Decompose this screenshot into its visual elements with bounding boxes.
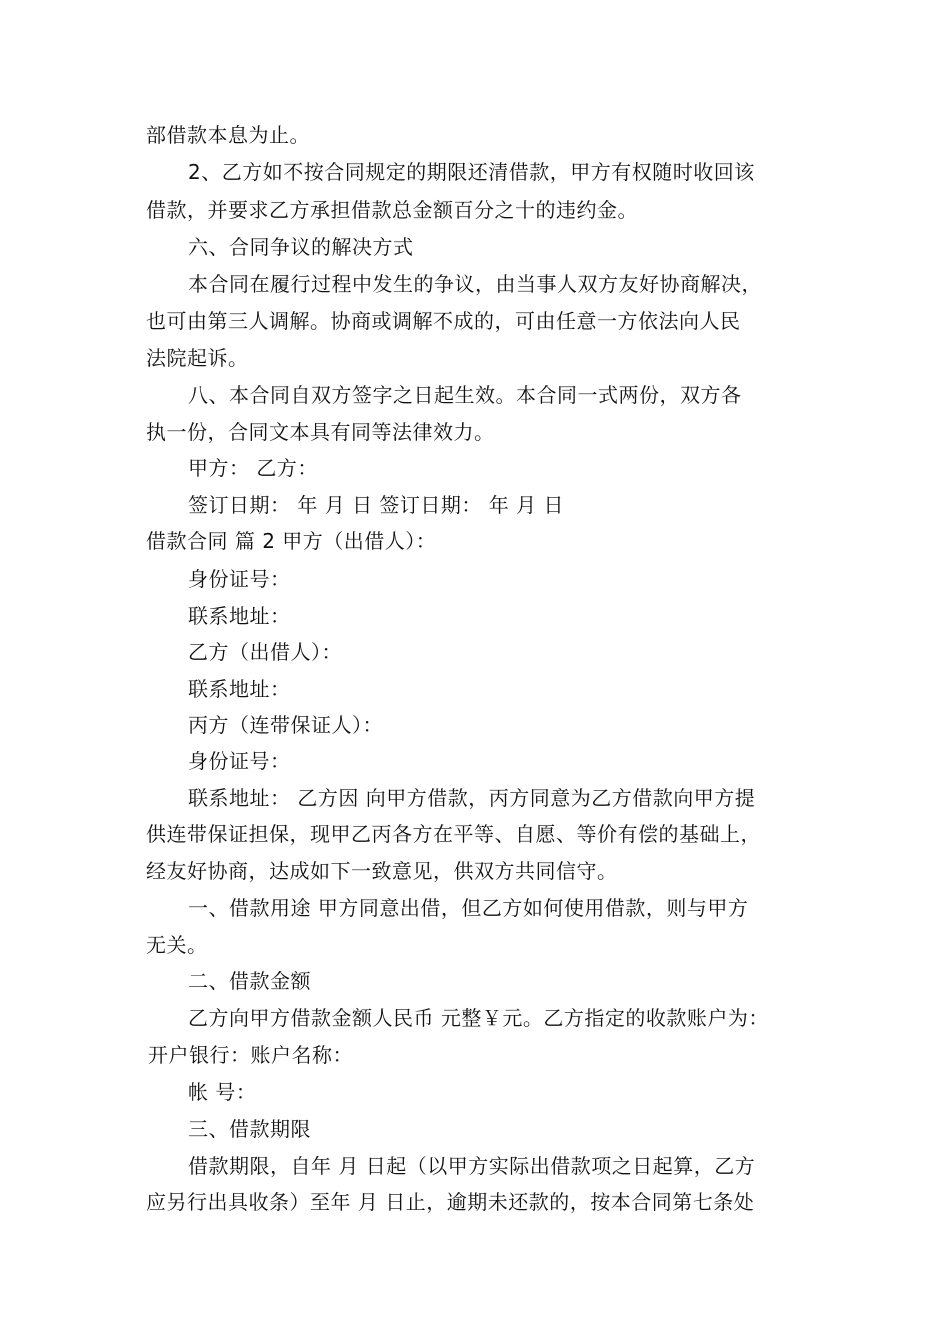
signing-date-line: 签订日期： 年 月 日 签订日期： 年 月 日 [188, 493, 565, 517]
text-line: 无关。 [146, 933, 208, 957]
text-line: 应另行出具收条）至年 月 日止，逾期未还款的，按本合同第七条处 [146, 1190, 755, 1214]
form-field-line: 身份证号： [188, 749, 291, 773]
signature-line: 甲方： 乙方： [188, 456, 318, 480]
form-field-line: 丙方（连带保证人）： [188, 713, 383, 737]
text-line: 八、本合同自双方签字之日起生效。本合同一式两份，双方各 [188, 383, 742, 407]
text-line: 法院起诉。 [146, 346, 249, 370]
text-line: 执一份，合同文本具有同等法律效力。 [146, 420, 495, 444]
section-heading: 六、合同争议的解决方式 [188, 235, 414, 259]
text-line: 供连带保证担保，现甲乙丙各方在平等、自愿、等价有偿的基础上， [146, 822, 761, 846]
text-line: 借款，并要求乙方承担借款总金额百分之十的违约金。 [146, 198, 638, 222]
form-field-line: 身份证号： [188, 567, 291, 591]
section-heading: 二、借款金额 [188, 969, 311, 993]
text-line: 借款期限，自年 月 日起（以甲方实际出借款项之日起算，乙方 [188, 1154, 756, 1178]
text-line: 开户银行：账户名称： [148, 1043, 353, 1067]
text-line: 联系地址： 乙方因 向甲方借款，丙方同意为乙方借款向甲方提 [188, 786, 756, 810]
text-line: 乙方向甲方借款金额人民币 元整￥元。乙方指定的收款账户为： [188, 1006, 769, 1030]
text-line: 本合同在履行过程中发生的争议，由当事人双方友好协商解决， [188, 272, 762, 296]
text-line: 部借款本息为止。 [146, 123, 310, 147]
form-field-line: 联系地址： [188, 677, 291, 701]
text-line: 一、借款用途 甲方同意出借，但乙方如何使用借款，则与甲方 [188, 896, 749, 920]
section-heading: 三、借款期限 [188, 1117, 311, 1141]
form-field-line: 乙方（出借人）： [188, 640, 342, 664]
text-line: 也可由第三人调解。协商或调解不成的，可由任意一方依法向人民 [146, 309, 741, 333]
text-line: 经友好协商，达成如下一致意见，供双方共同信守。 [146, 859, 618, 883]
form-field-line: 联系地址： [188, 604, 291, 628]
text-line: 2、乙方如不按合同规定的期限还清借款，甲方有权随时收回该 [188, 160, 755, 184]
text-line: 帐 号： [188, 1080, 257, 1104]
contract-title-line: 借款合同 篇 2 甲方（出借人）： [146, 529, 437, 553]
